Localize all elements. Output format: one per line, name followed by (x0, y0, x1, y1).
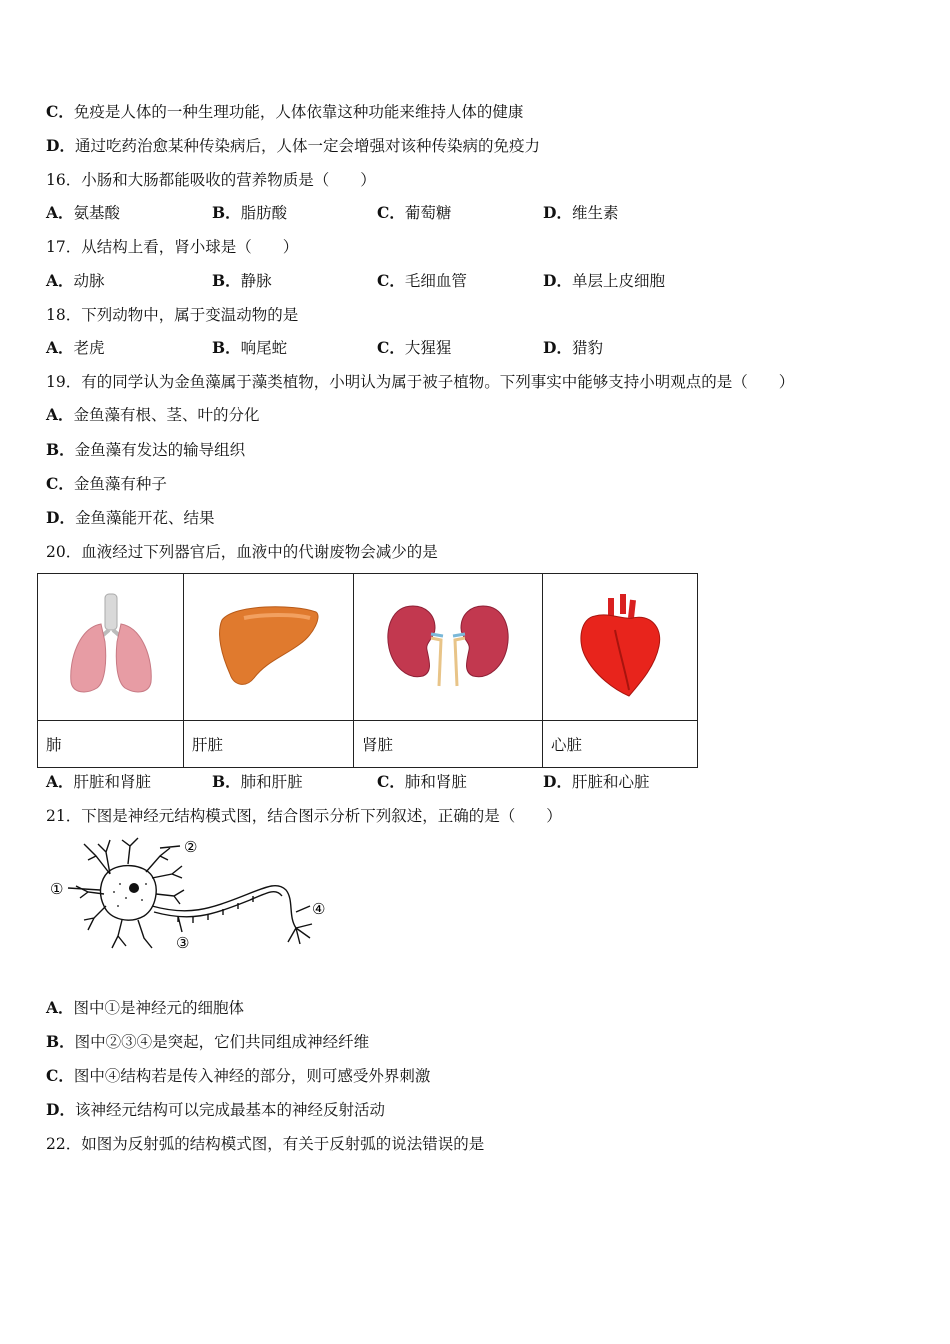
q20-option-b: B．肺和肝脏 (212, 772, 303, 791)
q17-stem: 17．从结构上看，肾小球是（ ） (46, 238, 299, 256)
q17-option-c: C．毛细血管 (377, 271, 467, 290)
q21-option-b: B．图中②③④是突起，它们共同组成神经纤维 (46, 1032, 370, 1051)
q21-stem: 21．下图是神经元结构模式图，结合图示分析下列叙述，正确的是（ ） (46, 807, 562, 825)
q18-option-d: D．猎豹 (543, 338, 603, 357)
q16-stem: 16．小肠和大肠都能吸收的营养物质是（ ） (46, 171, 376, 189)
neuron-label-2: ② (184, 838, 198, 856)
q19-option-b: B．金鱼藻有发达的输导组织 (46, 440, 246, 459)
organ-table (37, 573, 698, 768)
q21-option-c: C．图中④结构若是传入神经的部分，则可感受外界刺激 (46, 1066, 431, 1085)
organ-label-liver: 肝脏 (184, 721, 354, 768)
neuron-label-4: ④ (312, 900, 326, 918)
neuron-diagram (48, 834, 348, 959)
kidney-image (354, 574, 543, 721)
q15-option-d: D．通过吃药治愈某种传染病后，人体一定会增强对该种传染病的免疫力 (46, 136, 540, 155)
q19-stem: 19．有的同学认为金鱼藻属于藻类植物，小明认为属于被子植物。下列事实中能够支持小明观点的是（ ） (46, 373, 795, 391)
q20-option-a: A．肝脏和肾脏 (46, 772, 152, 791)
q20-stem: 20．血液经过下列器官后，血液中的代谢废物会减少的是 (46, 543, 438, 561)
q22-stem: 22．如图为反射弧的结构模式图，有关于反射弧的说法错误的是 (46, 1135, 485, 1153)
q17-option-a: A．动脉 (46, 271, 105, 290)
q16-option-b: B．脂肪酸 (212, 203, 288, 222)
q17-options (46, 270, 766, 292)
q19-option-c: C．金鱼藻有种子 (46, 474, 167, 493)
organ-label-heart: 心脏 (543, 721, 698, 768)
q16-option-c: C．葡萄糖 (377, 203, 452, 222)
lung-image (38, 574, 184, 721)
lung-icon (61, 590, 161, 700)
neuron-label-3: ③ (176, 934, 190, 952)
q17-option-d: D．单层上皮细胞 (543, 271, 665, 290)
q18-option-a: A．老虎 (46, 338, 105, 357)
heart-image (543, 574, 698, 721)
q18-stem: 18．下列动物中，属于变温动物的是 (46, 306, 299, 324)
q21-option-a: A．图中①是神经元的细胞体 (46, 998, 245, 1017)
q15-option-c: C．免疫是人体的一种生理功能，人体依靠这种功能来维持人体的健康 (46, 102, 524, 121)
kidney-icon (383, 600, 513, 690)
q18-options (46, 337, 766, 359)
liver-icon (214, 600, 324, 690)
q21-option-d: D．该神经元结构可以完成最基本的神经反射活动 (46, 1100, 385, 1119)
q16-option-a: A．氨基酸 (46, 203, 121, 222)
q18-option-b: B．响尾蛇 (212, 338, 288, 357)
organ-label-kidney: 肾脏 (354, 721, 543, 768)
organ-label-lung: 肺 (38, 721, 184, 768)
q18-option-c: C．大猩猩 (377, 338, 452, 357)
q20-options (46, 771, 766, 793)
neuron-label-1: ① (50, 880, 64, 898)
liver-image (184, 574, 354, 721)
q19-option-d: D．金鱼藻能开花、结果 (46, 508, 215, 527)
q16-option-d: D．维生素 (543, 203, 619, 222)
q16-options (46, 202, 766, 224)
q17-option-b: B．静脉 (212, 271, 272, 290)
q19-option-a: A．金鱼藻有根、茎、叶的分化 (46, 405, 260, 424)
q20-option-c: C．肺和肾脏 (377, 772, 467, 791)
heart-icon (575, 590, 665, 700)
q20-option-d: D．肝脏和心脏 (543, 772, 650, 791)
